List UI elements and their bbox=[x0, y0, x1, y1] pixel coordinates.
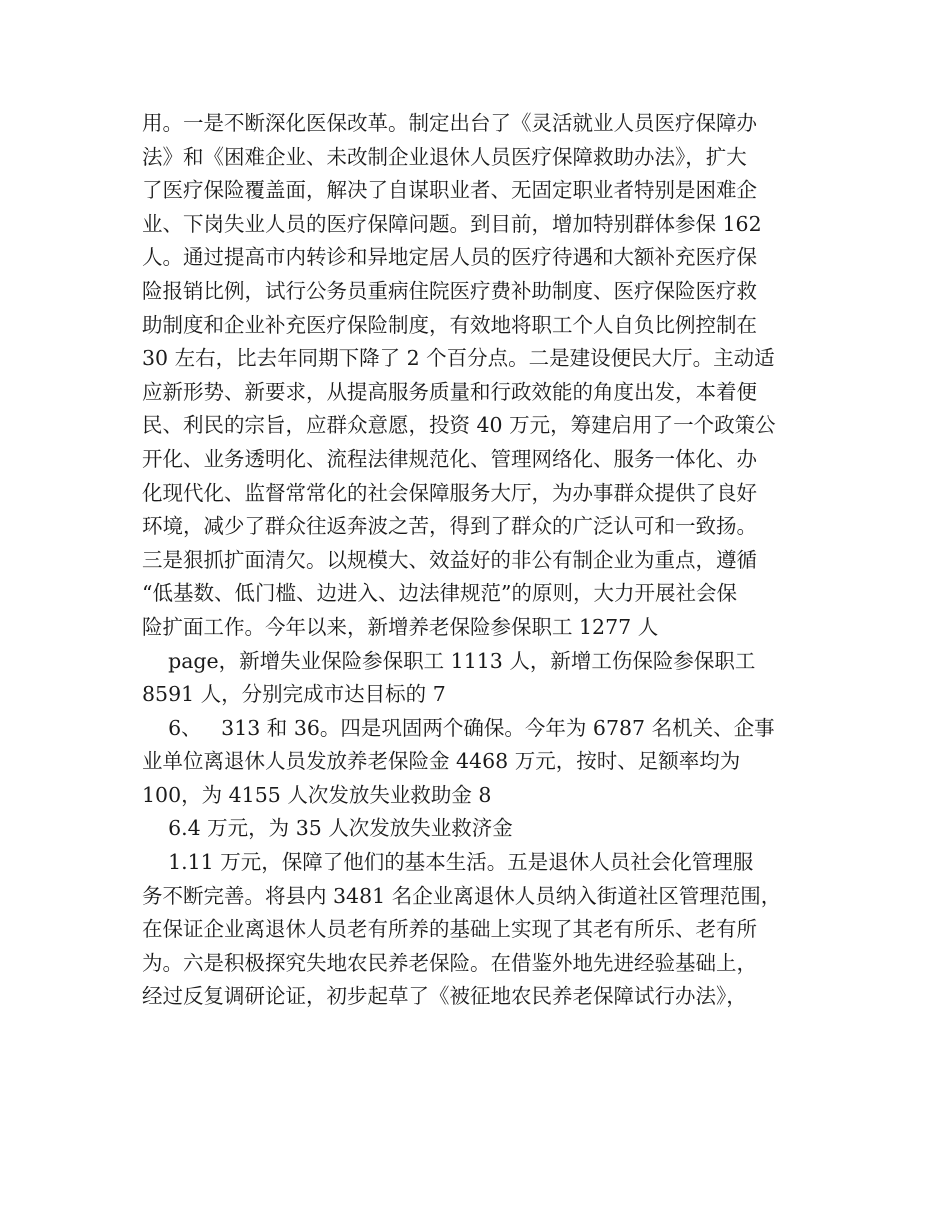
text-line: 了医疗保险覆盖面，解决了自谋职业者、无固定职业者特别是困难企 bbox=[142, 178, 757, 203]
text-line: 三是狠抓扩面清欠。以规模大、效益好的非公有制企业为重点，遵循 bbox=[142, 547, 757, 572]
text-line: 务不断完善。将县内 3481 名企业离退休人员纳入街道社区管理范围， bbox=[142, 883, 782, 908]
text-line: 法》和《困难企业、未改制企业退休人员医疗保障救助办法》，扩大 bbox=[142, 144, 747, 169]
text-line: 在保证企业离退休人员老有所养的基础上实现了其老有所乐、老有所 bbox=[142, 917, 757, 942]
text-line: 险扩面工作。今年以来，新增养老保险参保职工 1277 人 bbox=[142, 614, 659, 639]
text-line: 用。一是不断深化医保改革。制定出台了《灵活就业人员医疗保障办 bbox=[142, 111, 757, 135]
text-line: 经过反复调研论证，初步起草了《被征地农民养老保障试行办法》， bbox=[142, 984, 747, 1009]
text-line: “低基数、低门槛、边进入、边法律规范”的原则，大力开展社会保 bbox=[142, 581, 737, 606]
text-line: 8591 人，分别完成市达目标的 7 bbox=[142, 682, 446, 707]
text-line: 1.11 万元，保障了他们的基本生活。五是退休人员社会化管理服 bbox=[142, 850, 754, 875]
text-line: 开化、业务透明化、流程法律规范化、管理网络化、服务一体化、办 bbox=[142, 446, 757, 471]
text-line: 应新形势、新要求，从提高服务质量和行政效能的角度出发，本着便 bbox=[142, 379, 757, 404]
text-line: 100，为 4155 人次发放失业救助金 8 bbox=[142, 782, 492, 807]
text-line: 为。六是积极探究失地农民养老保险。在借鉴外地先进经验基础上， bbox=[142, 950, 757, 975]
text-line: 环境，减少了群众往返奔波之苦，得到了群众的广泛认可和一致扬。 bbox=[142, 514, 757, 539]
text-line: 30 左右，比去年同期下降了 2 个百分点。二是建设便民大厅。主动适 bbox=[142, 346, 775, 371]
text-line: 6、 313 和 36。四是巩固两个确保。今年为 6787 名机关、企事 bbox=[142, 715, 775, 740]
text-line: 6.4 万元，为 35 人次发放失业救济金 bbox=[142, 816, 513, 841]
document-body-text bbox=[142, 107, 802, 1014]
text-line: 民、利民的宗旨，应群众意愿，投资 40 万元，筹建启用了一个政策公 bbox=[142, 413, 776, 438]
text-line: 助制度和企业补充医疗保险制度，有效地将职工个人自负比例控制在 bbox=[142, 312, 757, 337]
text-line: 人。通过提高市内转诊和异地定居人员的医疗待遇和大额补充医疗保 bbox=[142, 245, 757, 270]
text-line: 化现代化、监督常常化的社会保障服务大厅，为办事群众提供了良好 bbox=[142, 480, 757, 505]
text-line: 险报销比例，试行公务员重病住院医疗费补助制度、医疗保险医疗救 bbox=[142, 278, 757, 303]
text-line: page，新增失业保险参保职工 1113 人，新增工伤保险参保职工 bbox=[142, 648, 756, 673]
text-line: 业单位离退休人员发放养老保险金 4468 万元，按时、足额率均为 bbox=[142, 749, 741, 774]
text-line: 业、下岗失业人员的医疗保障问题。到目前，增加特别群体参保 162 bbox=[142, 211, 762, 236]
